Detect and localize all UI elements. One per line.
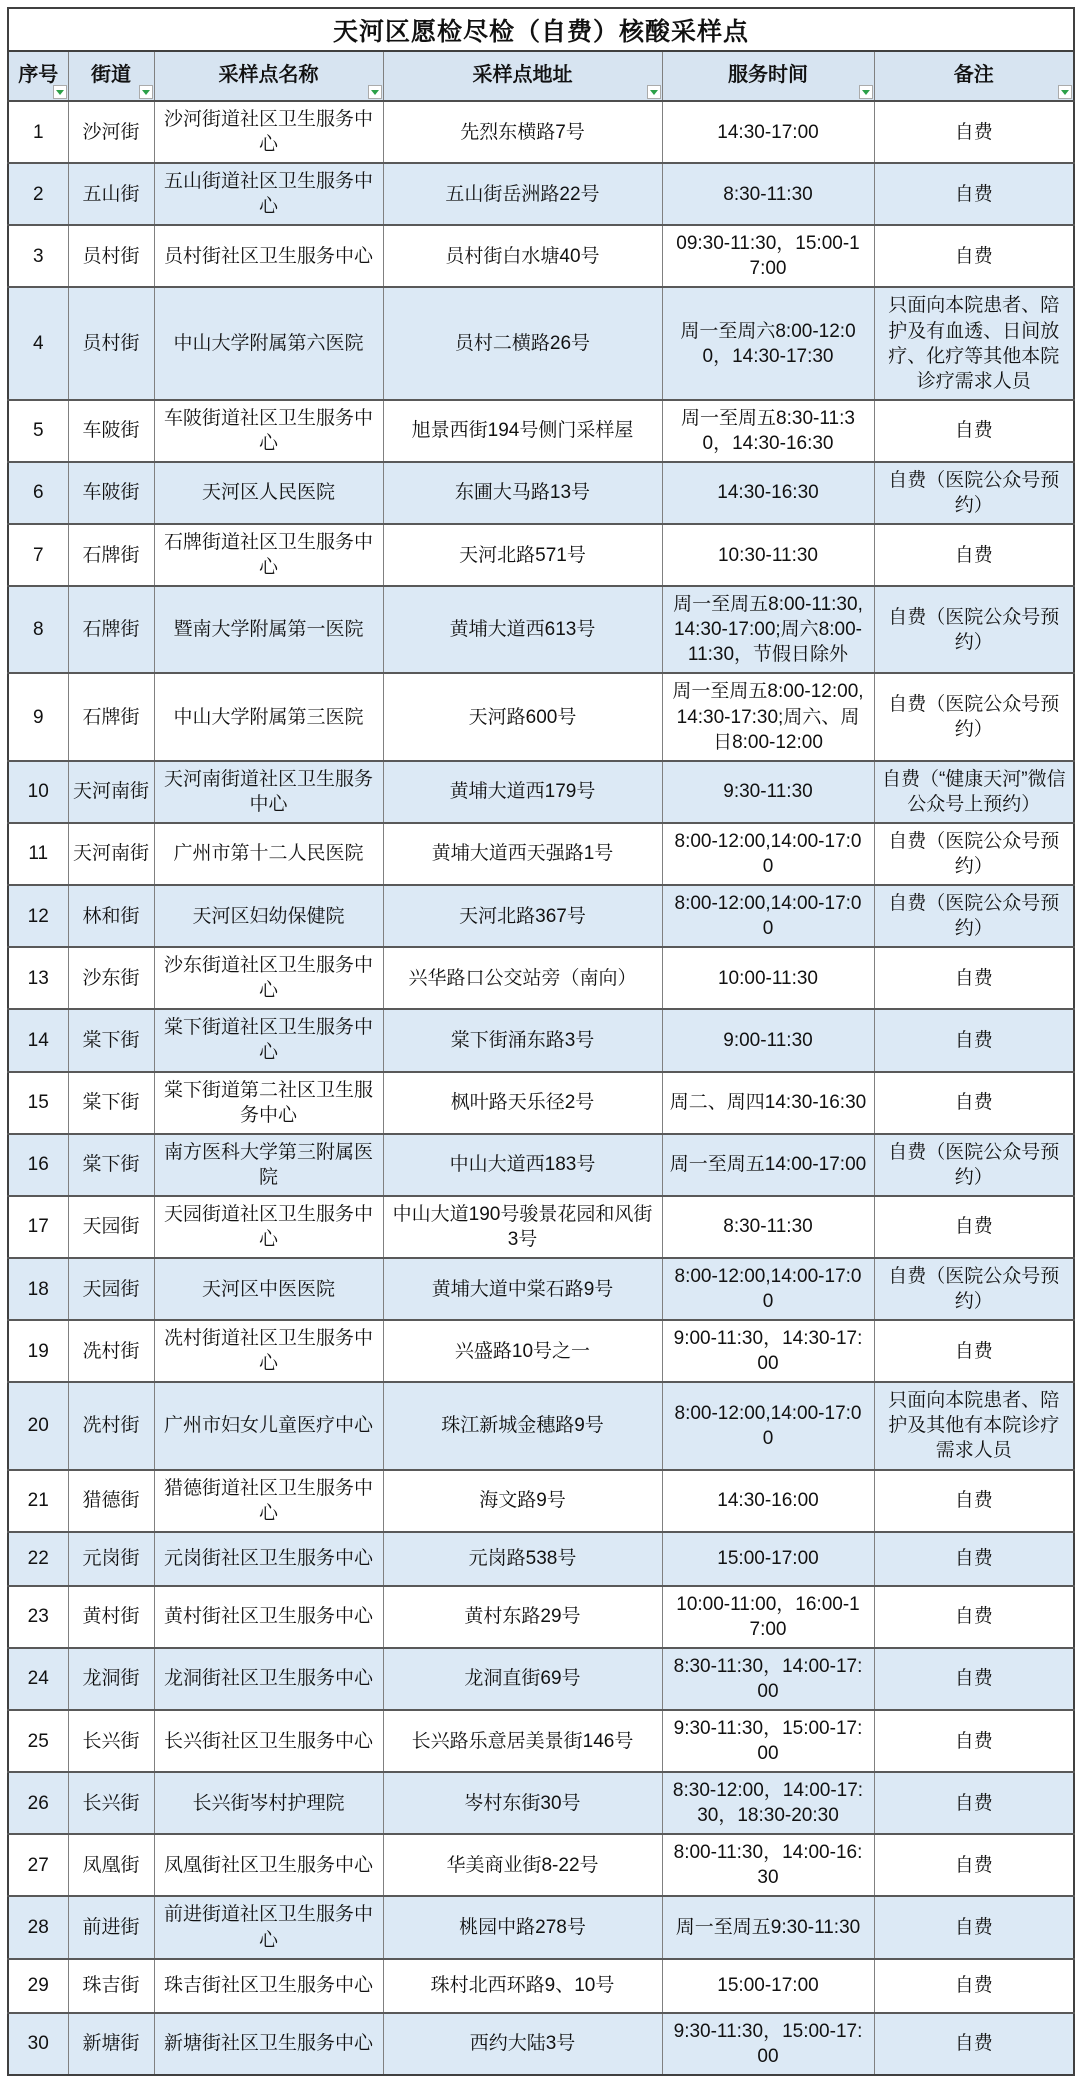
cell-hours: 10:00-11:00，16:00-17:00 (662, 1586, 874, 1648)
cell-site-name: 长兴街社区卫生服务中心 (154, 1710, 383, 1772)
cell-seq: 21 (8, 1470, 68, 1532)
cell-address: 员村二横路26号 (383, 287, 662, 399)
cell-note: 自费 (874, 225, 1074, 287)
filter-button-seq[interactable] (53, 85, 67, 99)
cell-site-name: 元岗街社区卫生服务中心 (154, 1532, 383, 1586)
cell-hours: 8:00-11:30，14:00-16:30 (662, 1834, 874, 1896)
cell-note: 自费 (874, 2013, 1074, 2075)
filter-button-address[interactable] (647, 85, 661, 99)
filter-button-site-name[interactable] (368, 85, 382, 99)
cell-seq: 5 (8, 400, 68, 462)
cell-street: 冼村街 (68, 1320, 154, 1382)
cell-site-name: 暨南大学附属第一医院 (154, 586, 383, 673)
cell-seq: 7 (8, 524, 68, 586)
cell-address: 旭景西街194号侧门采样屋 (383, 400, 662, 462)
filter-dropdown-icon (56, 90, 64, 95)
table-row (8, 1586, 1074, 1648)
cell-site-name: 天河区妇幼保健院 (154, 885, 383, 947)
cell-seq: 8 (8, 586, 68, 673)
table-row (8, 1320, 1074, 1382)
cell-street: 林和街 (68, 885, 154, 947)
table-row (8, 2013, 1074, 2075)
cell-address: 枫叶路天乐径2号 (383, 1072, 662, 1134)
cell-street: 新塘街 (68, 2013, 154, 2075)
cell-hours: 8:30-11:30 (662, 163, 874, 225)
cell-address: 天河北路367号 (383, 885, 662, 947)
table-row (8, 163, 1074, 225)
table-row (8, 1648, 1074, 1710)
cell-seq: 12 (8, 885, 68, 947)
cell-street: 棠下街 (68, 1134, 154, 1196)
cell-street: 沙东街 (68, 947, 154, 1009)
cell-note: 自费（医院公众号预约） (874, 885, 1074, 947)
cell-address: 元岗路538号 (383, 1532, 662, 1586)
column-header-label: 采样点地址 (472, 63, 573, 86)
column-header-seq (8, 51, 68, 101)
cell-street: 黄村街 (68, 1586, 154, 1648)
table-row (8, 225, 1074, 287)
cell-address: 五山街岳洲路22号 (383, 163, 662, 225)
cell-site-name: 棠下街道社区卫生服务中心 (154, 1009, 383, 1071)
cell-address: 西约大陆3号 (383, 2013, 662, 2075)
cell-street: 龙洞街 (68, 1648, 154, 1710)
cell-note: 自费 (874, 1959, 1074, 2013)
table-row (8, 462, 1074, 524)
cell-site-name: 车陂街道社区卫生服务中心 (154, 400, 383, 462)
cell-street: 珠吉街 (68, 1959, 154, 2013)
column-header-label: 序号 (18, 63, 59, 86)
filter-button-street[interactable] (139, 85, 153, 99)
cell-note: 自费 (874, 1196, 1074, 1258)
cell-street: 石牌街 (68, 524, 154, 586)
cell-site-name: 天河南街道社区卫生服务中心 (154, 761, 383, 823)
cell-note: 自费 (874, 524, 1074, 586)
cell-address: 黄埔大道西613号 (383, 586, 662, 673)
table-row (8, 1134, 1074, 1196)
cell-note: 自费（医院公众号预约） (874, 1258, 1074, 1320)
cell-note: 自费（医院公众号预约） (874, 673, 1074, 760)
table-row (8, 1772, 1074, 1834)
cell-seq: 11 (8, 823, 68, 885)
cell-site-name: 员村街社区卫生服务中心 (154, 225, 383, 287)
cell-hours: 15:00-17:00 (662, 1532, 874, 1586)
cell-hours: 10:00-11:30 (662, 947, 874, 1009)
cell-street: 员村街 (68, 225, 154, 287)
cell-hours: 8:00-12:00,14:00-17:00 (662, 885, 874, 947)
cell-site-name: 黄村街社区卫生服务中心 (154, 1586, 383, 1648)
cell-note: 自费 (874, 163, 1074, 225)
table-row (8, 1382, 1074, 1469)
cell-seq: 15 (8, 1072, 68, 1134)
cell-hours: 15:00-17:00 (662, 1959, 874, 2013)
cell-site-name: 棠下街道第二社区卫生服务中心 (154, 1072, 383, 1134)
table-row (8, 1258, 1074, 1320)
table-row (8, 1959, 1074, 2013)
table-row (8, 400, 1074, 462)
cell-site-name: 猎德街道社区卫生服务中心 (154, 1470, 383, 1532)
filter-button-note[interactable] (1058, 85, 1072, 99)
filter-button-hours[interactable] (859, 85, 873, 99)
table-row (8, 823, 1074, 885)
cell-seq: 16 (8, 1134, 68, 1196)
column-header-note (874, 51, 1074, 101)
column-header-hours (662, 51, 874, 101)
cell-hours: 8:00-12:00,14:00-17:00 (662, 1258, 874, 1320)
cell-street: 天河南街 (68, 823, 154, 885)
cell-note: 自费 (874, 1320, 1074, 1382)
cell-seq: 20 (8, 1382, 68, 1469)
cell-site-name: 沙东街道社区卫生服务中心 (154, 947, 383, 1009)
cell-seq: 25 (8, 1710, 68, 1772)
cell-site-name: 中山大学附属第六医院 (154, 287, 383, 399)
cell-seq: 29 (8, 1959, 68, 2013)
cell-street: 员村街 (68, 287, 154, 399)
cell-note: 自费 (874, 1710, 1074, 1772)
column-header-label: 街道 (91, 63, 131, 86)
cell-street: 猎德街 (68, 1470, 154, 1532)
cell-site-name: 南方医科大学第三附属医院 (154, 1134, 383, 1196)
cell-street: 车陂街 (68, 462, 154, 524)
cell-hours: 14:30-17:00 (662, 101, 874, 163)
table-row (8, 673, 1074, 760)
cell-hours: 8:30-12:00，14:00-17:30，18:30-20:30 (662, 1772, 874, 1834)
cell-hours: 9:30-11:30，15:00-17:00 (662, 2013, 874, 2075)
table-row (8, 1196, 1074, 1258)
cell-seq: 24 (8, 1648, 68, 1710)
table-row (8, 885, 1074, 947)
filter-dropdown-icon (1061, 90, 1069, 95)
column-header-site-name (154, 51, 383, 101)
cell-site-name: 中山大学附属第三医院 (154, 673, 383, 760)
cell-seq: 13 (8, 947, 68, 1009)
cell-seq: 3 (8, 225, 68, 287)
column-header-street (68, 51, 154, 101)
cell-hours: 14:30-16:30 (662, 462, 874, 524)
cell-hours: 09:30-11:30，15:00-17:00 (662, 225, 874, 287)
cell-note: 自费 (874, 1772, 1074, 1834)
cell-site-name: 广州市妇女儿童医疗中心 (154, 1382, 383, 1469)
table-row (8, 101, 1074, 163)
cell-seq: 19 (8, 1320, 68, 1382)
cell-street: 天河南街 (68, 761, 154, 823)
title-row (8, 8, 1074, 51)
cell-site-name: 天河区中医医院 (154, 1258, 383, 1320)
cell-street: 五山街 (68, 163, 154, 225)
cell-address: 先烈东横路7号 (383, 101, 662, 163)
column-header-address (383, 51, 662, 101)
header-row (8, 51, 1074, 101)
cell-seq: 30 (8, 2013, 68, 2075)
cell-site-name: 龙洞街社区卫生服务中心 (154, 1648, 383, 1710)
column-header-label: 服务时间 (728, 63, 808, 86)
table-row (8, 1710, 1074, 1772)
cell-hours: 周一至周五9:30-11:30 (662, 1896, 874, 1958)
table-title: 天河区愿检尽检（自费）核酸采样点 (8, 8, 1074, 51)
table-row (8, 586, 1074, 673)
cell-seq: 1 (8, 101, 68, 163)
cell-hours: 9:00-11:30，14:30-17:00 (662, 1320, 874, 1382)
cell-hours: 9:30-11:30 (662, 761, 874, 823)
cell-street: 沙河街 (68, 101, 154, 163)
cell-seq: 6 (8, 462, 68, 524)
table-row (8, 947, 1074, 1009)
cell-address: 兴盛路10号之一 (383, 1320, 662, 1382)
cell-address: 黄埔大道西179号 (383, 761, 662, 823)
cell-seq: 26 (8, 1772, 68, 1834)
cell-note: 只面向本院患者、陪护及有血透、日间放疗、化疗等其他本院诊疗需求人员 (874, 287, 1074, 399)
cell-site-name: 五山街道社区卫生服务中心 (154, 163, 383, 225)
cell-hours: 周二、周四14:30-16:30 (662, 1072, 874, 1134)
cell-site-name: 长兴街岑村护理院 (154, 1772, 383, 1834)
table-body (8, 101, 1074, 2075)
cell-address: 兴华路口公交站旁（南向） (383, 947, 662, 1009)
table-row (8, 524, 1074, 586)
cell-address: 中山大道西183号 (383, 1134, 662, 1196)
cell-note: 自费 (874, 1009, 1074, 1071)
cell-site-name: 珠吉街社区卫生服务中心 (154, 1959, 383, 2013)
cell-seq: 18 (8, 1258, 68, 1320)
cell-street: 元岗街 (68, 1532, 154, 1586)
cell-street: 石牌街 (68, 673, 154, 760)
cell-hours: 周一至周六8:00-12:00，14:30-17:30 (662, 287, 874, 399)
cell-address: 桃园中路278号 (383, 1896, 662, 1958)
table-row (8, 1470, 1074, 1532)
cell-address: 黄埔大道西天强路1号 (383, 823, 662, 885)
cell-street: 凤凰街 (68, 1834, 154, 1896)
table-row (8, 761, 1074, 823)
cell-street: 冼村街 (68, 1382, 154, 1469)
cell-street: 长兴街 (68, 1772, 154, 1834)
cell-street: 棠下街 (68, 1072, 154, 1134)
filter-dropdown-icon (142, 90, 150, 95)
cell-hours: 周一至周五8:00-11:30,14:30-17:00;周六8:00-11:30，节假日除外 (662, 586, 874, 673)
column-header-label: 备注 (953, 63, 994, 86)
cell-address: 海文路9号 (383, 1470, 662, 1532)
cell-street: 天园街 (68, 1196, 154, 1258)
cell-hours: 8:30-11:30 (662, 1196, 874, 1258)
cell-seq: 2 (8, 163, 68, 225)
cell-seq: 17 (8, 1196, 68, 1258)
cell-note: 自费 (874, 947, 1074, 1009)
filter-dropdown-icon (862, 90, 870, 95)
cell-seq: 9 (8, 673, 68, 760)
cell-site-name: 石牌街道社区卫生服务中心 (154, 524, 383, 586)
filter-dropdown-icon (650, 90, 658, 95)
cell-address: 天河路600号 (383, 673, 662, 760)
cell-hours: 8:00-12:00,14:00-17:00 (662, 1382, 874, 1469)
table-row (8, 287, 1074, 399)
cell-hours: 10:30-11:30 (662, 524, 874, 586)
cell-street: 前进街 (68, 1896, 154, 1958)
cell-hours: 周一至周五8:30-11:30，14:30-16:30 (662, 400, 874, 462)
table-row (8, 1896, 1074, 1958)
cell-note: 自费 (874, 1896, 1074, 1958)
cell-hours: 9:30-11:30，15:00-17:00 (662, 1710, 874, 1772)
cell-note: 自费（医院公众号预约） (874, 823, 1074, 885)
cell-street: 天园街 (68, 1258, 154, 1320)
cell-site-name: 沙河街道社区卫生服务中心 (154, 101, 383, 163)
cell-hours: 14:30-16:00 (662, 1470, 874, 1532)
cell-hours: 周一至周五8:00-12:00,14:30-17:30;周六、周日8:00-12:00 (662, 673, 874, 760)
sampling-sites-table (7, 7, 1075, 2076)
cell-note: 自费（医院公众号预约） (874, 1134, 1074, 1196)
cell-note: 自费（医院公众号预约） (874, 586, 1074, 673)
cell-note: 只面向本院患者、陪护及其他有本院诊疗需求人员 (874, 1382, 1074, 1469)
cell-address: 黄埔大道中棠石路9号 (383, 1258, 662, 1320)
table-row (8, 1009, 1074, 1071)
cell-address: 中山大道190号骏景花园和风街3号 (383, 1196, 662, 1258)
cell-address: 棠下街涌东路3号 (383, 1009, 662, 1071)
cell-note: 自费 (874, 1532, 1074, 1586)
cell-note: 自费（医院公众号预约） (874, 462, 1074, 524)
cell-note: 自费（“健康天河”微信公众号上预约） (874, 761, 1074, 823)
cell-address: 珠江新城金穗路9号 (383, 1382, 662, 1469)
cell-hours: 周一至周五14:00-17:00 (662, 1134, 874, 1196)
table-row (8, 1072, 1074, 1134)
cell-seq: 28 (8, 1896, 68, 1958)
cell-address: 岑村东街30号 (383, 1772, 662, 1834)
cell-note: 自费 (874, 1586, 1074, 1648)
cell-seq: 14 (8, 1009, 68, 1071)
cell-street: 石牌街 (68, 586, 154, 673)
cell-hours: 9:00-11:30 (662, 1009, 874, 1071)
cell-note: 自费 (874, 101, 1074, 163)
cell-seq: 10 (8, 761, 68, 823)
cell-address: 员村街白水塘40号 (383, 225, 662, 287)
cell-site-name: 前进街道社区卫生服务中心 (154, 1896, 383, 1958)
cell-street: 车陂街 (68, 400, 154, 462)
cell-site-name: 冼村街道社区卫生服务中心 (154, 1320, 383, 1382)
cell-seq: 22 (8, 1532, 68, 1586)
cell-street: 长兴街 (68, 1710, 154, 1772)
table-row (8, 1532, 1074, 1586)
filter-dropdown-icon (371, 90, 379, 95)
cell-seq: 23 (8, 1586, 68, 1648)
cell-site-name: 天河区人民医院 (154, 462, 383, 524)
cell-address: 珠村北西环路9、10号 (383, 1959, 662, 2013)
table-row (8, 1834, 1074, 1896)
cell-note: 自费 (874, 1470, 1074, 1532)
cell-note: 自费 (874, 1648, 1074, 1710)
cell-note: 自费 (874, 1834, 1074, 1896)
cell-site-name: 广州市第十二人民医院 (154, 823, 383, 885)
column-header-label: 采样点名称 (218, 63, 319, 86)
cell-address: 龙洞直街69号 (383, 1648, 662, 1710)
cell-address: 长兴路乐意居美景街146号 (383, 1710, 662, 1772)
cell-seq: 27 (8, 1834, 68, 1896)
cell-seq: 4 (8, 287, 68, 399)
cell-note: 自费 (874, 400, 1074, 462)
cell-site-name: 凤凰街社区卫生服务中心 (154, 1834, 383, 1896)
cell-address: 黄村东路29号 (383, 1586, 662, 1648)
cell-street: 棠下街 (68, 1009, 154, 1071)
cell-address: 天河北路571号 (383, 524, 662, 586)
cell-address: 华美商业街8-22号 (383, 1834, 662, 1896)
cell-hours: 8:30-11:30，14:00-17:00 (662, 1648, 874, 1710)
cell-hours: 8:00-12:00,14:00-17:00 (662, 823, 874, 885)
cell-note: 自费 (874, 1072, 1074, 1134)
cell-address: 东圃大马路13号 (383, 462, 662, 524)
cell-site-name: 天园街道社区卫生服务中心 (154, 1196, 383, 1258)
cell-site-name: 新塘街社区卫生服务中心 (154, 2013, 383, 2075)
